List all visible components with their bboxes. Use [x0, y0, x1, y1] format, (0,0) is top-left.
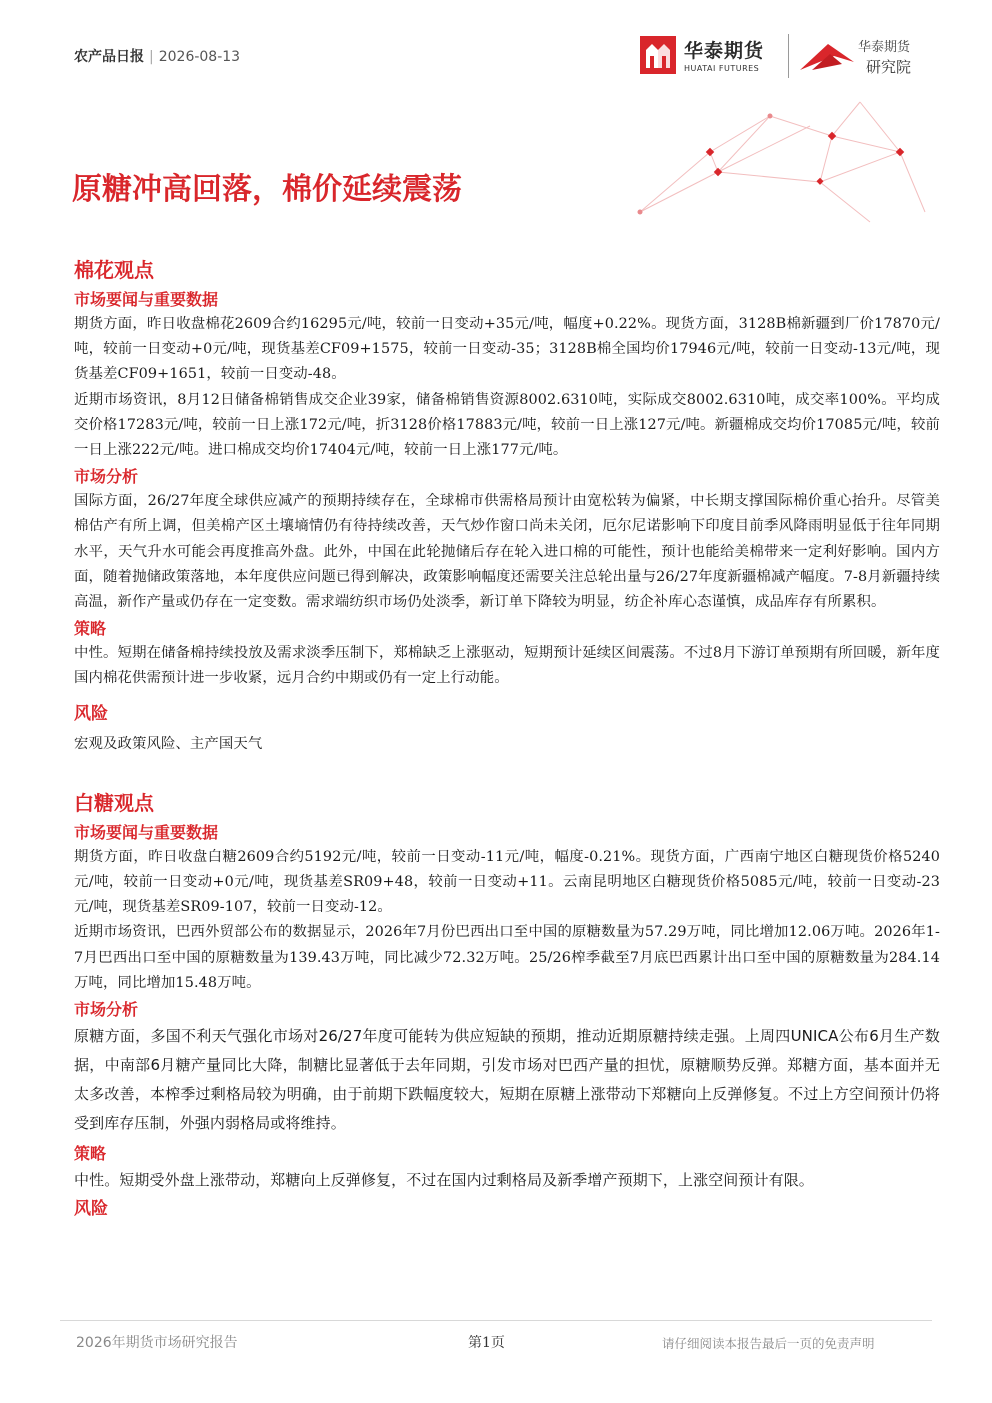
- cotton-strategy-title: 策略: [74, 619, 107, 639]
- sugar-strategy-paragraph: 中性。短期受外盘上涨带动，郑糖向上反弹修复，不过在国内过剩格局及新季增产预期下，上涨空间预计有限。: [74, 1171, 814, 1190]
- sugar-news-paragraph-1: 期货方面，昨日收盘白糖2609合约5192元/吨，较前一日变动-11元/吨，幅度-0.21%。现货方面，广西南宁地区白糖现货价格5240元/吨，较前一日变动+0元/吨，现货基差SR09+48，较前一日变动+11。云南昆明地区白糖现货价格5085元/吨，较前一日变动-23元/吨，现货基差SR09-107，较前一日变动-12。: [74, 848, 940, 916]
- footer-report-name: 2026年期货市场研究报告: [76, 1335, 238, 1351]
- institute-name-line1: 华泰期货: [858, 40, 911, 55]
- page-title: 原糖冲高回落，棉价延续震荡: [72, 172, 462, 207]
- footer-page-number: 第1页: [468, 1335, 505, 1351]
- sugar-news-title: 市场要闻与重要数据: [74, 822, 219, 842]
- institute-name-line2: 研究院: [866, 58, 912, 76]
- report-body: [74, 254, 940, 1221]
- footer-disclaimer: 请仔细阅读本报告最后一页的免责声明: [662, 1336, 875, 1351]
- cotton-news-title: 市场要闻与重要数据: [74, 290, 219, 309]
- cotton-strategy-paragraph: 中性。短期在储备棉持续投放及需求淡季压制下，郑棉缺乏上涨驱动，短期预计延续区间震荡。不过8月下游订单预期有所回暖，新年度国内棉花供需预计进一步收紧，远月合约中期或仍有一定上行动能。: [74, 645, 940, 687]
- sugar-section: [74, 787, 940, 1221]
- sugar-strategy-title: 策略: [74, 1144, 107, 1164]
- report-date: 2026-08-13: [158, 49, 241, 65]
- sugar-news-paragraph-2: 近期市场资讯，巴西外贸部公布的数据显示，2026年7月份巴西出口至中国的原糖数量为57.29万吨，同比增加12.06万吨。2026年1-7月巴西出口至中国的原糖数量为139.43万吨，同比减少72.32万吨。25/26榨季截至7月底巴西累计出口至中国的原糖数量为284.14万吨，同比增加15.48万吨。: [74, 924, 940, 991]
- logo-divider: [788, 34, 789, 78]
- cotton-risk-paragraph: 宏观及政策风险、主产国天气: [74, 735, 263, 752]
- sugar-section-title: 白糖观点: [74, 790, 154, 815]
- sugar-risk-title: 风险: [74, 1199, 108, 1220]
- network-decoration: [600, 92, 930, 232]
- cotton-risk-title: 风险: [74, 703, 108, 724]
- institute-logo-icon: [798, 40, 856, 74]
- footer-divider: [60, 1320, 932, 1321]
- report-type: 农产品日报: [74, 49, 144, 65]
- sugar-analysis-title: 市场分析: [74, 1000, 139, 1020]
- cotton-news-paragraph-2: 近期市场资讯，8月12日储备棉销售成交企业39家，储备棉销售资源8002.6310吨，实际成交8002.6310吨，成交率100%。平均成交价格17283元/吨，较前一日上涨172元/吨，折3128价格17883元/吨，较前一日上涨127元/吨。新疆棉成交均价17085元/吨，较前一日上涨222元/吨。进口棉成交均价17404元/吨，较前一日上涨177元/吨。: [74, 391, 940, 459]
- section-gap: [74, 757, 940, 787]
- brand-name-en: HUATAI FUTURES: [684, 64, 760, 73]
- huatai-logo-icon: [640, 36, 676, 74]
- header-separator: |: [149, 49, 154, 65]
- report-header: [74, 46, 240, 66]
- brand-name-cn: 华泰期货: [684, 40, 765, 62]
- cotton-section-title: 棉花观点: [74, 258, 154, 282]
- cotton-analysis-title: 市场分析: [74, 467, 139, 487]
- sugar-analysis-paragraph: 原糖方面，多国不利天气强化市场对26/27年度可能转为供应短缺的预期，推动近期原糖持续走强。上周四UNICA公布6月生产数据，中南部6月糖产量同比大降，制糖比显著低于去年同期，引发市场对巴西产量的担忧，原糖顺势反弹。郑糖方面，基本面并无太多改善，本榨季过剩格局较为明确，由于前期下跌幅度较大，短期在原糖上涨带动下郑糖向上反弹修复。不过上方空间预计仍将受到库存压制，外强内弱格局或将维持。: [74, 1027, 940, 1133]
- cotton-section: [74, 254, 940, 757]
- cotton-news-paragraph-1: 期货方面，昨日收盘棉花2609合约16295元/吨，较前一日变动+35元/吨，幅度+0.22%。现货方面，3128B棉新疆到厂价17870元/吨，较前一日变动+0元/吨，现货基差CF09+1575，较前一日变动-35；3128B棉全国均价17946元/吨，较前一日变动-13元/吨，现货基差CF09+1651，较前一日变动-48。: [74, 316, 940, 383]
- cotton-analysis-paragraph: 国际方面，26/27年度全球供应减产的预期持续存在，全球棉市供需格局预计由宽松转为偏紧，中长期支撑国际棉价重心抬升。尽管美棉估产有所上调，但美棉产区土壤墒情仍有待持续改善，天气炒作窗口尚未关闭，厄尔尼诺影响下印度目前季风降雨明显低于往年同期水平，天气升水可能会再度推高外盘。此外，中国在此轮抛储后存在轮入进口棉的可能性，预计也能给美棉带来一定利好影响。国内方面，随着抛储政策落地，本年度供应问题已得到解决，政策影响幅度还需要关注总轮出量与26/27年度新疆棉减产幅度。7-8月新疆持续高温，新作产量或仍存在一定变数。需求端纺织市场仍处淡季，新订单下降较为明显，纺企补库心态谨慎，成品库存有所累积。: [74, 493, 940, 611]
